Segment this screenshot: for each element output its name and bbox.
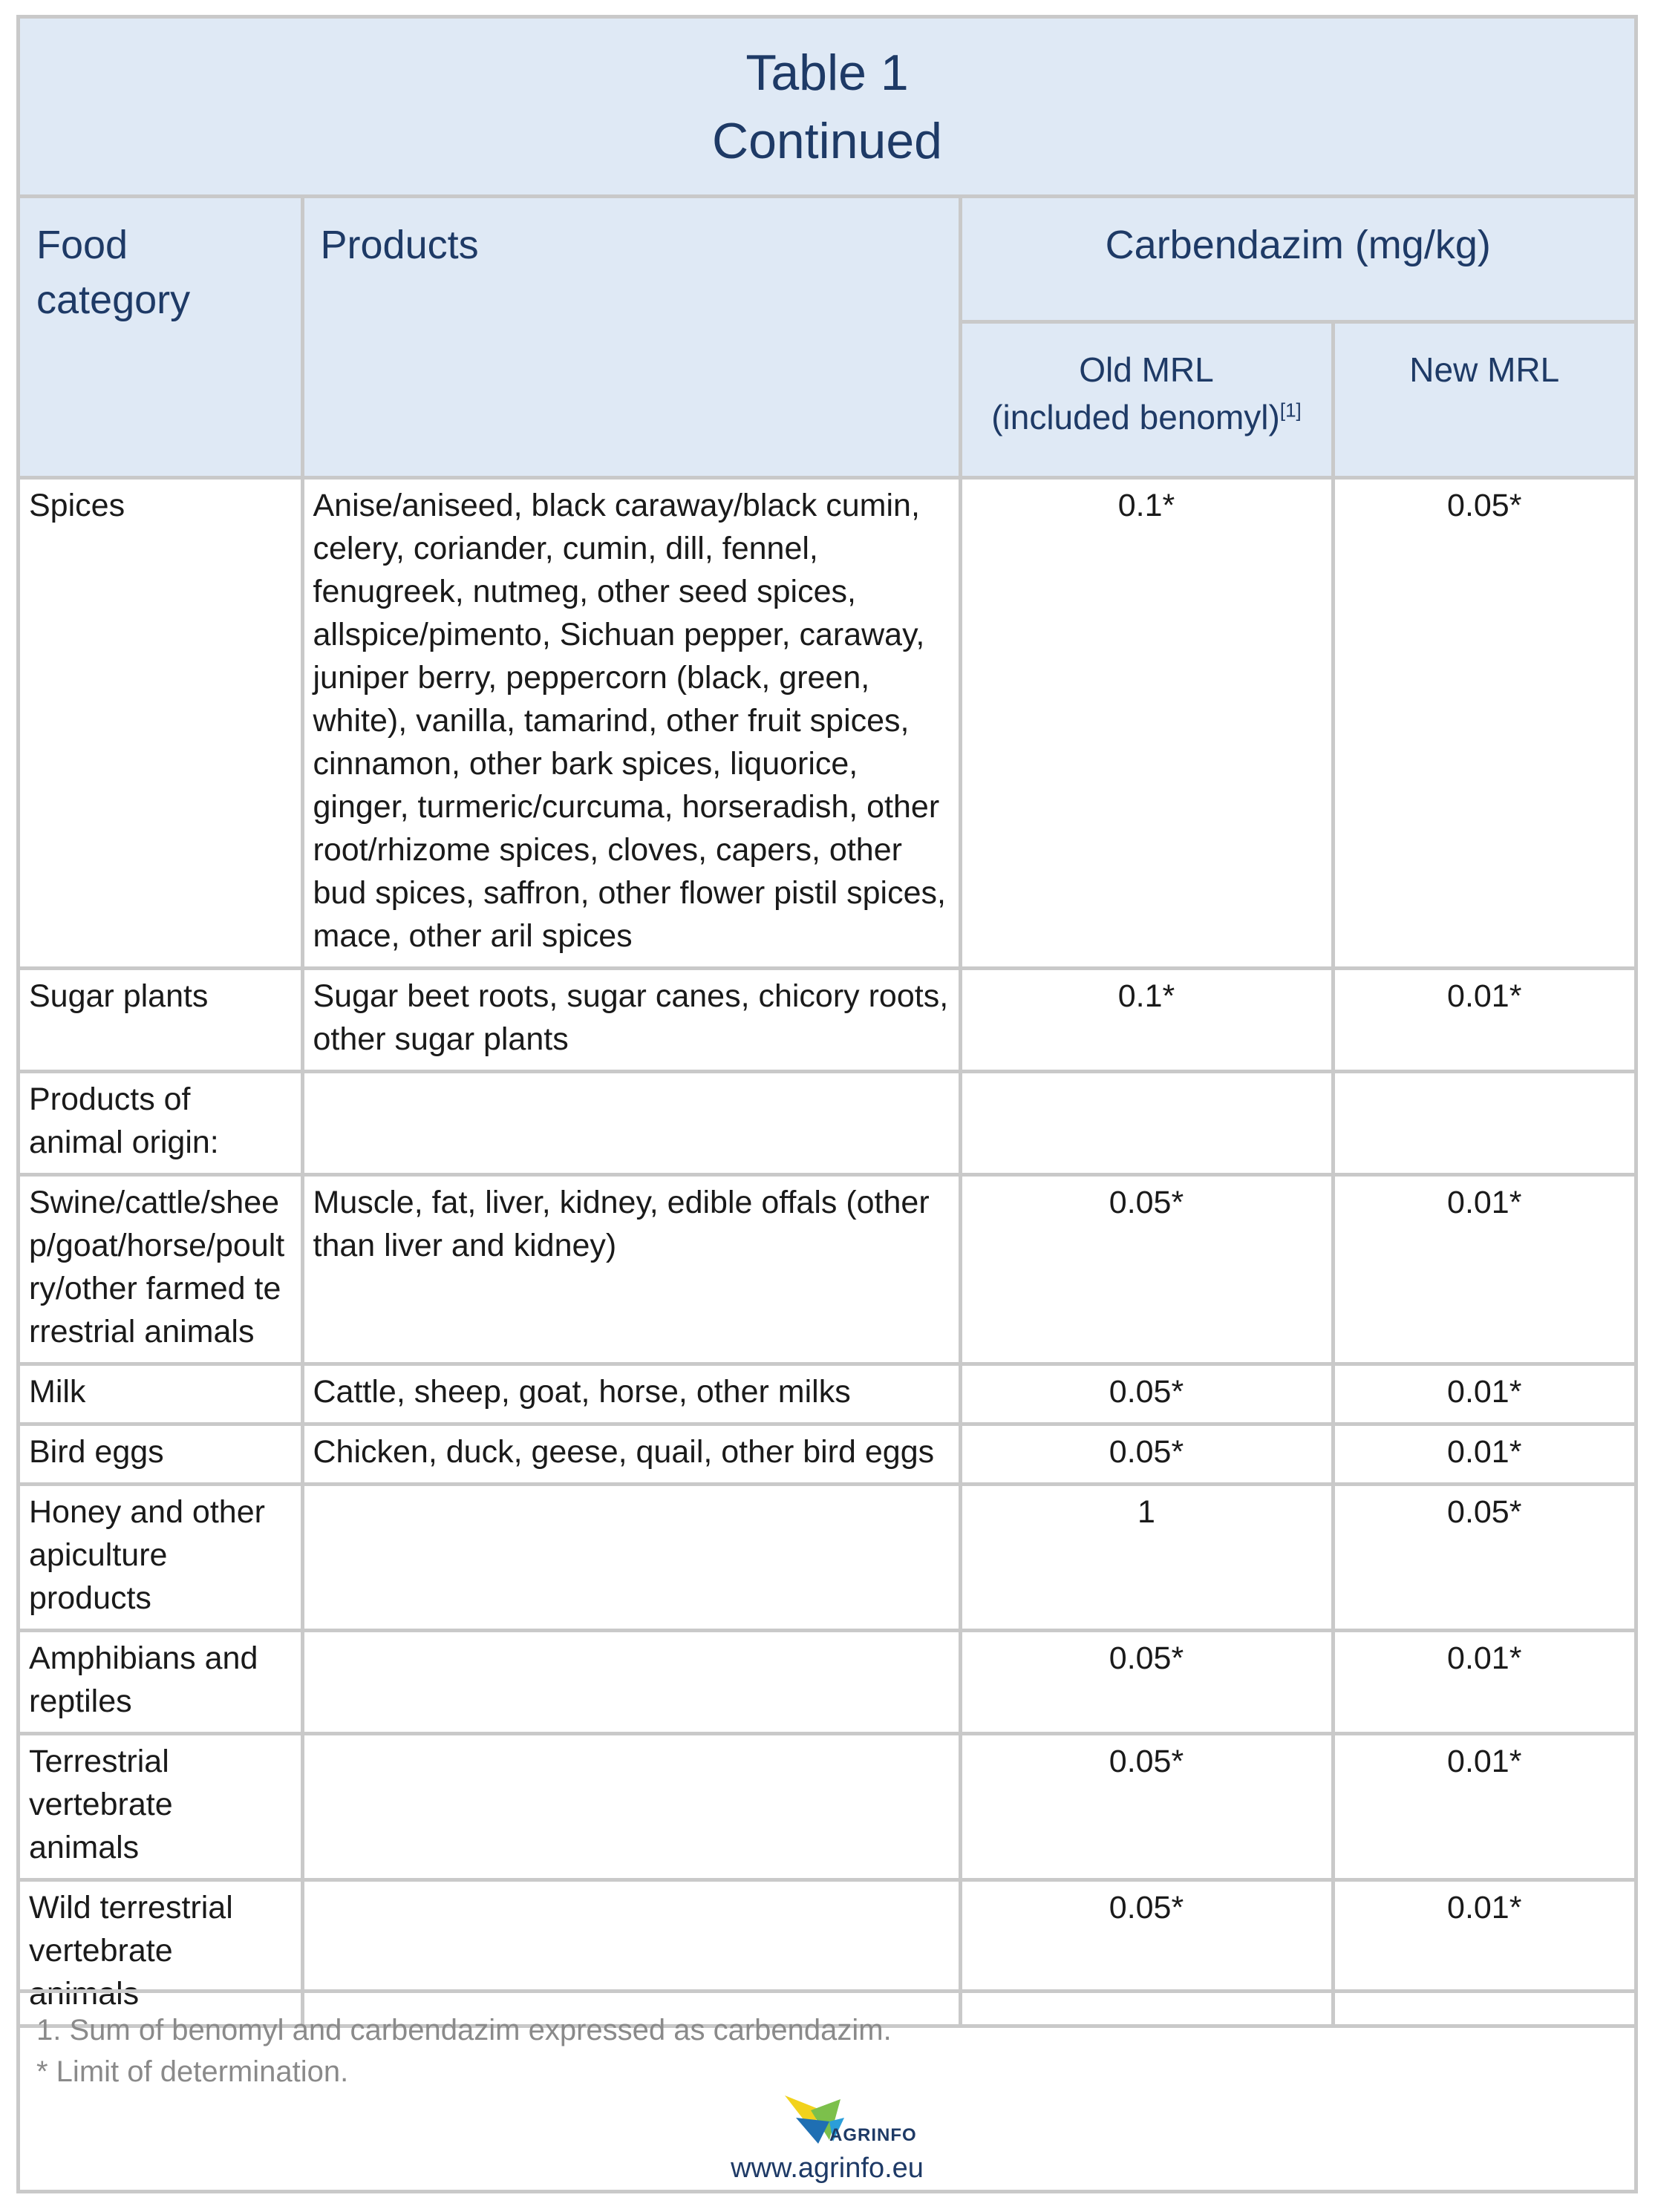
cell-category: Bird eggs [20, 1424, 302, 1484]
footnote-2: * Limit of determination. [36, 2055, 349, 2088]
table-row [20, 1364, 1634, 1424]
header-new-mrl: New MRL [1333, 321, 1634, 477]
cell-category: Amphibians and reptiles [20, 1630, 302, 1733]
cell-new-mrl: 0.05* [1333, 477, 1634, 968]
cell-new-mrl: 0.01* [1333, 1174, 1634, 1364]
table-frame [16, 15, 1638, 2193]
cell-old-mrl: 0.05* [960, 1879, 1333, 2026]
cell-old-mrl: 0.05* [960, 1733, 1333, 1879]
cell-old-mrl: 1 [960, 1484, 1333, 1630]
header-carbendazim: Carbendazim (mg/kg) [960, 198, 1634, 321]
table-footer [20, 1989, 1634, 2190]
cell-products: Sugar beet roots, sugar canes, chicory roots, other sugar plants [302, 968, 960, 1071]
header-old-mrl [960, 321, 1333, 477]
cell-new-mrl: 0.01* [1333, 1733, 1634, 1879]
cell-category: Sugar plants [20, 968, 302, 1071]
cell-old-mrl: 0.1* [960, 968, 1333, 1071]
agrinfo-url[interactable]: www.agrinfo.eu [731, 2153, 924, 2184]
table-row [20, 1174, 1634, 1364]
table-row [20, 1484, 1634, 1630]
logo-text: AGRINFO [829, 2125, 917, 2145]
cell-category: Milk [20, 1364, 302, 1424]
table-title-line1: Table 1 [745, 44, 909, 101]
header-products: Products [302, 198, 960, 477]
table-row [20, 1733, 1634, 1879]
cell-new-mrl: 0.01* [1333, 968, 1634, 1071]
cell-category: Terrestrial vertebrate animals [20, 1733, 302, 1879]
header-food-category: Food category [20, 198, 302, 477]
cell-old-mrl: 0.05* [960, 1364, 1333, 1424]
table-title-line2: Continued [711, 112, 943, 169]
cell-category: Wild terrestrial vertebrate animals [20, 1879, 302, 2026]
cell-new-mrl: 0.01* [1333, 1364, 1634, 1424]
cell-old-mrl: 0.05* [960, 1630, 1333, 1733]
header-old-mrl-ref: [1] [1279, 399, 1302, 422]
cell-new-mrl [1333, 1071, 1634, 1174]
header-old-mrl-label: Old MRL [1079, 350, 1214, 389]
cell-old-mrl: 0.05* [960, 1174, 1333, 1364]
table-row [20, 1630, 1634, 1733]
cell-category: Products of animal origin: [20, 1071, 302, 1174]
cell-products [302, 1733, 960, 1879]
table-row [20, 968, 1634, 1071]
table-row [20, 1071, 1634, 1174]
cell-products: Cattle, sheep, goat, horse, other milks [302, 1364, 960, 1424]
cell-products: Chicken, duck, geese, quail, other bird eggs [302, 1424, 960, 1484]
cell-old-mrl [960, 1071, 1333, 1174]
table-row [20, 1424, 1634, 1484]
cell-category: Swine/cattle/sheep/goat/horse/poultry/other farmed terrestrial animals [20, 1174, 302, 1364]
cell-new-mrl: 0.05* [1333, 1484, 1634, 1630]
footnote-1: 1. Sum of benomyl and carbendazim expressed as carbendazim. [36, 2014, 892, 2046]
cell-new-mrl: 0.01* [1333, 1424, 1634, 1484]
cell-products: Anise/aniseed, black caraway/black cumin, celery, coriander, cumin, dill, fennel, fenugreek, nutmeg, other seed spices, allspice/pimento, Sichuan pepper, caraway, juniper berry, peppercorn (black, green, white), vanilla, tamarind, other fruit spices, cinnamon, other bark spices, liquorice, ginger, turmeric/curcuma, horseradish, other root/rhizome spices, cloves, capers, other bud spices, saffron, other flower pistil spices, mace, other aril spices [302, 477, 960, 968]
cell-products: Muscle, fat, liver, kidney, edible offals (other than liver and kidney) [302, 1174, 960, 1364]
header-old-mrl-note: (included benomyl) [991, 397, 1280, 436]
cell-new-mrl: 0.01* [1333, 1630, 1634, 1733]
cell-category: Honey and other apiculture products [20, 1484, 302, 1630]
cell-old-mrl: 0.05* [960, 1424, 1333, 1484]
table-title [20, 19, 1634, 198]
cell-products [302, 1071, 960, 1174]
cell-new-mrl: 0.01* [1333, 1879, 1634, 2026]
table-row [20, 477, 1634, 968]
cell-old-mrl: 0.1* [960, 477, 1333, 968]
cell-products [302, 1630, 960, 1733]
mrl-table [20, 198, 1634, 2028]
cell-products [302, 1484, 960, 1630]
cell-category: Spices [20, 477, 302, 968]
